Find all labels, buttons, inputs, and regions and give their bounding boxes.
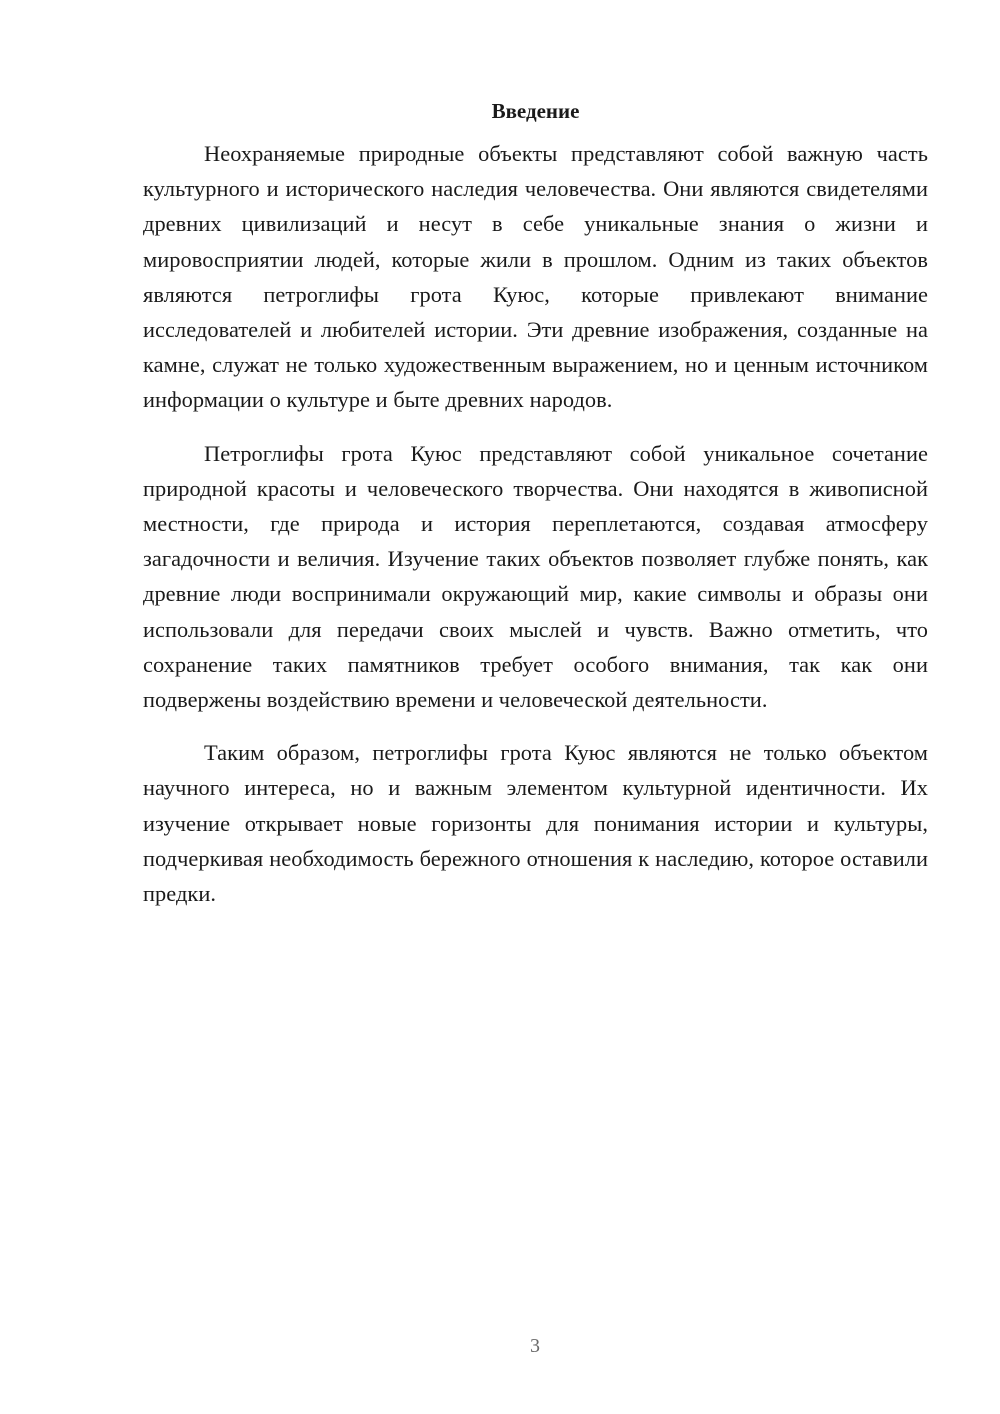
page-number: 3 [530,1335,540,1357]
paragraph-1: Неохраняемые природные объекты представляют собой важную часть культурного и исторического наследия человечества. Они являются свидетелями древних цивилизаций и несут в себе уникальные знания о жизни и мировосприятии людей, которые жили в прошлом. Одним из таких объектов являются петроглифы грота Куюс, которые привлекают внимание исследователей и любителей истории. Эти древние изображения, созданные на камне, служат не только художественным выражением, но и ценным источником информации о культуре и быте древних народов. [143,141,928,413]
paragraph-3: Таким образом, петроглифы грота Куюс являются не только объектом научного интереса, но и важным элементом культурной идентичности. Их изучение открывает новые горизонты для понимания истории и культуры, подчеркивая необходимость бережного отношения к наследию, которое оставили предки. [143,740,928,907]
page-content [143,96,928,929]
paragraph-2: Петроглифы грота Куюс представляют собой уникальное сочетание природной красоты и человеческого творчества. Они находятся в живописной местности, где природа и история переплетаются, создавая атмосферу загадочности и величия. Изучение таких объектов позволяет глубже понять, как древние люди воспринимали окружающий мир, какие символы и образы они использовали для передачи своих мыслей и чувств. Важно отметить, что сохранение таких памятников требует особого внимания, так как они подвержены воздействию времени и человеческой деятельности. [143,440,928,713]
section-title: Введение [491,99,580,123]
